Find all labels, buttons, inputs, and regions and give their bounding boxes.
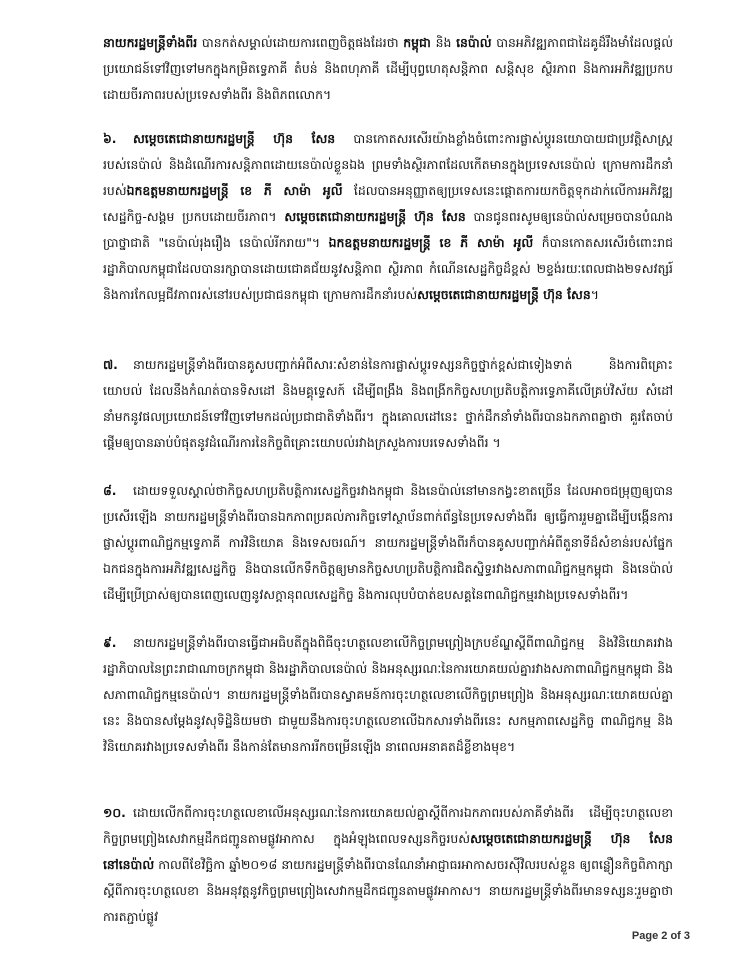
page-number: Page 2 of 3 <box>631 930 690 942</box>
paragraph-number: ៦. <box>103 131 117 146</box>
paragraph-number: ៧. <box>103 357 118 372</box>
paragraph-7 <box>103 352 673 456</box>
bold-text: សម្តេចតេជោនាយករដ្ឋមន្ត្រី ហ៊ុន សែន <box>417 287 591 302</box>
paragraph-number: ៩. <box>103 635 117 650</box>
body-text: ។ <box>590 287 599 302</box>
bold-text: សម្តេចតេជោនាយករដ្ឋមន្ត្រី ហ៊ុន សែន <box>284 209 466 224</box>
paragraph-10 <box>103 800 673 930</box>
body-text: បានជូនពរសូមឲ្យនេប៉ាល់សម្រេចបានបំណងប្រាថ្នាជាតិ "នេប៉ាល់រុងរឿង នេប៉ាល់រីករាយ"។ <box>103 209 673 250</box>
body-text: បានកត់សម្គាល់ដោយការពេញចិត្តផងដែរថា <box>197 35 404 50</box>
paragraph-8 <box>103 478 673 608</box>
bold-text: កម្ពុជា <box>403 35 431 50</box>
paragraph-number: ១០. <box>103 805 126 820</box>
paragraph-6 <box>103 126 673 360</box>
body-text: បានអភិវឌ្ឍភាពជាដៃគូដ៏រឹងមាំដែលផ្តល់ប្រយោជន៍ទៅវិញទៅមកក្នុងកម្រិតទ្វេភាគី តំបន់ និងពហុភាគី ដើម្បីបុព្វហេតុសន្តិភាព សន្តិសុខ ស្ថិរភាព និងការអភិវឌ្ឍប្រកបដោយចីរភាពរបស់ប្រទេសទាំងពីរ និងពិភពលោក។ <box>103 35 673 102</box>
bold-text: នេប៉ាល់ <box>456 35 492 50</box>
paragraph-intro <box>103 30 673 108</box>
body-text: បានកោតសរសើរយ៉ាងខ្លាំងចំពោះការផ្លាស់ប្តូរនយោបាយជាប្រវត្តិសាស្ត្ររបស់នេប៉ាល់ និងដំណើរការសន្តិភាពដោយនេប៉ាល់ខ្លួនឯង ព្រមទាំងស្ថិរភាពដែលកើតមានក្នុងប្រទេសនេប៉ាល់ ក្រោមការដឹកនាំរបស់ <box>103 131 673 198</box>
body-text: នាយករដ្ឋមន្ត្រីទាំងពីរបានធ្វើជាអធិបតីក្នុងពិធីចុះហត្ថលេខាលើកិច្ចព្រមព្រៀងក្របខ័ណ្ឌស្តីពីពាណិជ្ជកម្ម និងវិនិយោគរវាងរដ្ឋាភិបាលនៃព្រះរាជាណាចក្រកម្ពុជា និងរដ្ឋាភិបាលនេប៉ាល់ និងអនុស្សរណៈនៃការយោគយល់គ្នារវាងសភាពាណិជ្ជកម្មកម្ពុជា និងសភាពាណិជ្ជកម្មនេប៉ាល់។ នាយករដ្ឋមន្ត្រីទាំងពីរបានស្វាគមន៍ការចុះហត្ថលេខាលើកិច្ចព្រមព្រៀង និងអនុស្សរណៈយោគយល់គ្នានេះ និងបានសម្តែងនូវសុទិដ្ឋិនិយមថា ជាមួយនឹងការចុះហត្ថលេខាលើឯកសារទាំងពីរនេះ សកម្មភាពសេដ្ឋកិច្ច ពាណិជ្ជកម្ម និងវិនិយោគរវាងប្រទេសទាំងពីរ នឹងកាន់តែមានការរីកចម្រើនឡើង នាពេលអនាគតដ៏ខ្លីខាងមុខ។ <box>103 635 673 754</box>
bold-text: សម្តេចតេជោនាយករដ្ឋមន្ត្រី ហ៊ុន សែន <box>133 131 336 146</box>
body-text: ដោយលើកពីការចុះហត្ថលេខាលើអនុស្សរណៈនៃការយោគយល់គ្នាស្តីពីការឯកភាពរបស់ភាគីទាំងពីរ ដើម្បីចុះហត្ថលេខាកិច្ចព្រមព្រៀងសេវាកម្មដឹកជញ្ជូនតាមផ្លូវអាកាស ក្នុងអំឡុងពេលទស្សនកិច្ចរបស់ <box>103 805 673 846</box>
body-text: ក៏បានកោតសរសើរចំពោះរាជរដ្ឋាភិបាលកម្ពុជាដែលបានរក្សាបានដោយជោគជ័យនូវសន្តិភាព ស្ថិរភាព កំណើនសេដ្ឋកិច្ចដ៏ខ្ពស់ ២ខ្ទង់រយៈពេលជាង២ទសវត្សរ៍ និងការកែលម្អជីវភាពរស់នៅរបស់ប្រជាជនកម្ពុជា ក្រោមការដឹកនាំរបស់ <box>103 235 673 302</box>
body-text: ដោយទទួលស្គាល់ថាកិច្ចសហប្រតិបត្តិការសេដ្ឋកិច្ចរវាងកម្ពុជា និងនេប៉ាល់នៅមានកង្វះខាតច្រើន ដែលអាចជម្រុញឲ្យបានប្រសើរឡើង នាយករដ្ឋមន្ត្រីទាំងពីរបានឯកភាពប្រគល់ភារកិច្ចទៅស្ថាប័នពាក់ព័ន្ធនៃប្រទេសទាំងពីរ ឲ្យធ្វើការរួមគ្នាដើម្បីបង្កើនការផ្លាស់ប្តូរពាណិជ្ជកម្មទ្វេភាគី ការវិនិយោគ និងទេសចរណ៍។ នាយករដ្ឋមន្ត្រីទាំងពីរក៏បានគូសបញ្ជាក់អំពីតួនាទីដ៏សំខាន់របស់ផ្នែកឯកជនក្នុងការអភិវឌ្ឍសេដ្ឋកិច្ច និងបានលើកទឹកចិត្តឲ្យមានកិច្ចសហប្រតិបត្តិការជិតស្និទ្ធរវាងសភាពាណិជ្ជកម្មកម្ពុជា និងនេប៉ាល់ ដើម្បីប្រើប្រាស់ឲ្យបានពេញលេញនូវសក្តានុពលសេដ្ឋកិច្ច និងការលុបបំបាត់ឧបសគ្គនៃពាណិជ្ជកម្មរវាងប្រទេសទាំងពីរ។ <box>103 483 673 602</box>
paragraph-9 <box>103 630 673 782</box>
bold-text: ឯកឧត្តមនាយករដ្ឋមន្ត្រី ខេ ភី សាម៉ា អូលី <box>328 235 534 250</box>
body-text: និង <box>430 35 457 50</box>
bold-text: សម្តេចតេជោនាយករដ្ឋមន្ត្រី ហ៊ុន សែន នៅនេប៉ាល់ <box>103 831 673 872</box>
bold-text: នាយករដ្ឋមន្ត្រីទាំងពីរ <box>103 35 198 50</box>
body-text: ដែលបានអនុញ្ញាតឲ្យប្រទេសនេះផ្តោតការយកចិត្តទុកដាក់លើការអភិវឌ្ឍសេដ្ឋកិច្ច-សង្គម ប្រកបដោយចីរភាព។ <box>103 183 673 224</box>
body-text: នាយករដ្ឋមន្ត្រីទាំងពីរបានគូសបញ្ជាក់អំពីសារៈសំខាន់នៃការផ្លាស់ប្តូរទស្សនកិច្ចថ្នាក់ខ្ពស់ជាទៀងទាត់ និងការពិគ្រោះយោបល់ ដែលនឹងកំណត់បានទិសដៅ និងមគ្គុទ្ទេសក៍ ដើម្បីពង្រឹង និងពង្រីកកិច្ចសហប្រតិបត្តិការទ្វេភាគីលើគ្រប់វិស័យ សំដៅនាំមកនូវផលប្រយោជន៍ទៅវិញទៅមកដល់ប្រជាជាតិទាំងពីរ។ ក្នុងគោលដៅនេះ ថ្នាក់ដឹកនាំទាំងពីរបានឯកភាពគ្នាថា គួរតែចាប់ផ្តើមឲ្យបានឆាប់បំផុតនូវដំណើរការនៃកិច្ចពិគ្រោះយោបល់រវាងក្រសួងការបរទេសទាំងពីរ ។ <box>103 357 673 450</box>
paragraph-number: ៨. <box>103 483 117 498</box>
bold-text: ឯកឧត្តមនាយករដ្ឋមន្ត្រី ខេ ភី សាម៉ា អូលី <box>126 183 343 198</box>
body-text: កាលពីខែវិច្ឆិកា ឆ្នាំ២០១៨ នាយករដ្ឋមន្ត្រីទាំងពីរបានណែនាំអាជ្ញាធរអាកាសចរស៊ីវិលរបស់ខ្លួន ឲ្យពន្លឿនកិច្ចពិភាក្សាស្តីពីការចុះហត្ថលេខា និងអនុវត្តនូវកិច្ចព្រមព្រៀងសេវាកម្មដឹកជញ្ជូនតាមផ្លូវអាកាស។ នាយករដ្ឋមន្ត្រីទាំងពីរមានទស្សនៈរួមគ្នាថា ការតភ្ជាប់ផ្លូវ <box>103 857 673 924</box>
